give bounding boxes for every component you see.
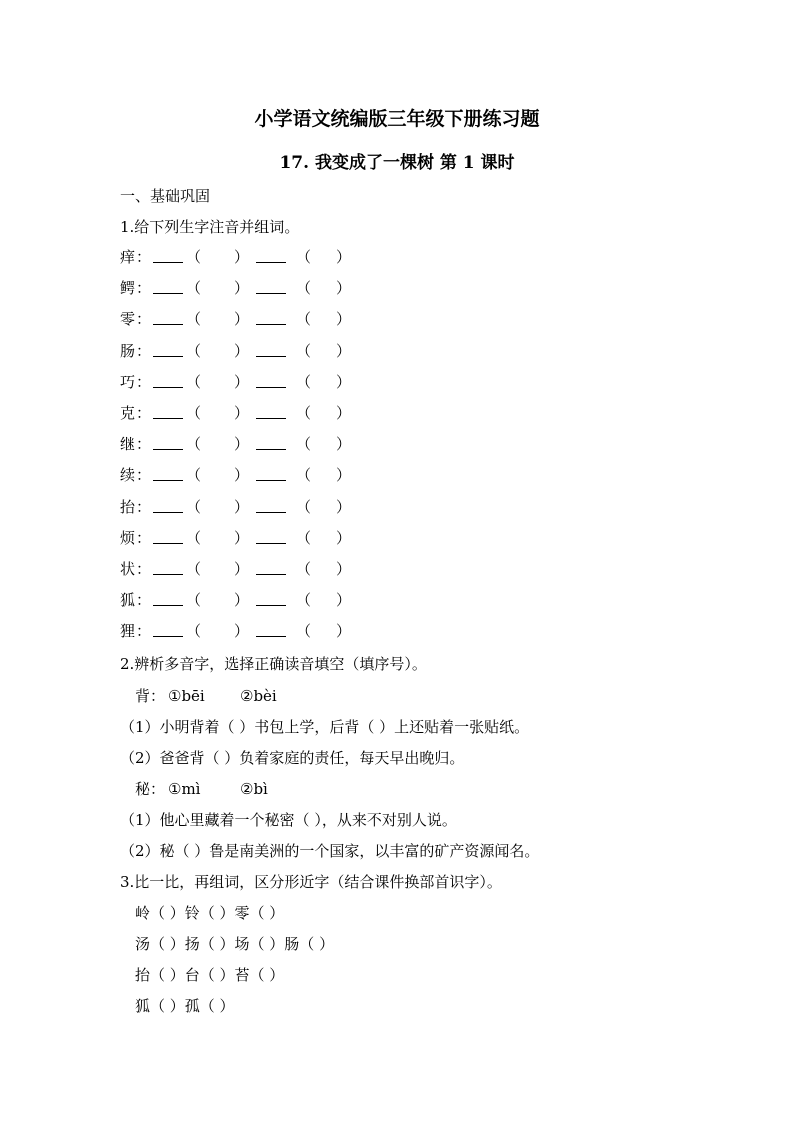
pinyin-blank[interactable]	[153, 574, 183, 575]
char-row	[120, 620, 360, 642]
question-1-prompt: 1.给下列生字注音并组词。	[120, 218, 300, 236]
open-paren: （	[186, 529, 202, 547]
char-row	[120, 589, 360, 611]
pinyin-blank[interactable]	[256, 636, 286, 637]
target-character: 烦	[120, 529, 136, 547]
target-character: 鳄	[120, 279, 136, 297]
open-paren: （	[186, 435, 202, 453]
close-paren: ）	[336, 591, 352, 609]
target-character: 痒	[120, 248, 136, 266]
close-paren: ）	[234, 310, 250, 328]
open-paren: （	[186, 498, 202, 516]
open-paren: （	[186, 466, 202, 484]
pinyin-blank[interactable]	[153, 449, 183, 450]
colon: ：	[136, 310, 152, 328]
target-character: 零	[120, 310, 136, 328]
pinyin-blank[interactable]	[256, 418, 286, 419]
target-character: 抬	[120, 498, 136, 516]
char-row	[120, 496, 360, 518]
open-paren: （	[296, 404, 312, 422]
open-paren: （	[296, 310, 312, 328]
open-paren: （	[296, 498, 312, 516]
sentence-item: （2）秘（ ）鲁是南美洲的一个国家，以丰富的矿产资源闻名。	[120, 842, 540, 860]
open-paren: （	[296, 560, 312, 578]
close-paren: ）	[234, 591, 250, 609]
colon: ：	[136, 591, 152, 609]
close-paren: ）	[234, 435, 250, 453]
open-paren: （	[296, 279, 312, 297]
char-row	[120, 402, 360, 424]
pinyin-blank[interactable]	[153, 356, 183, 357]
close-paren: ）	[336, 279, 352, 297]
colon: ：	[136, 560, 152, 578]
target-character: 状	[120, 560, 136, 578]
reading-option-1: ①bēi	[168, 687, 205, 705]
pinyin-blank[interactable]	[256, 512, 286, 513]
close-paren: ）	[336, 248, 352, 266]
pinyin-blank[interactable]	[153, 293, 183, 294]
char-row	[120, 277, 360, 299]
close-paren: ）	[234, 560, 250, 578]
close-paren: ）	[336, 466, 352, 484]
question-3-prompt: 3.比一比，再组词，区分形近字（结合课件换部首识字）。	[120, 873, 502, 891]
polyphone-char-mi: 秘：	[135, 780, 166, 798]
page-title: 小学语文统编版三年级下册练习题	[254, 108, 540, 130]
open-paren: （	[186, 591, 202, 609]
open-paren: （	[296, 529, 312, 547]
pinyin-blank[interactable]	[256, 543, 286, 544]
colon: ：	[136, 373, 152, 391]
close-paren: ）	[336, 560, 352, 578]
pinyin-blank[interactable]	[256, 449, 286, 450]
sentence-item: （1）小明背着（ ）书包上学，后背（ ）上还贴着一张贴纸。	[120, 718, 530, 736]
close-paren: ）	[234, 498, 250, 516]
pinyin-blank[interactable]	[153, 605, 183, 606]
close-paren: ）	[234, 466, 250, 484]
pinyin-blank[interactable]	[153, 480, 183, 481]
target-character: 巧	[120, 373, 136, 391]
polyphone-char-bei: 背：	[135, 687, 166, 705]
close-paren: ）	[336, 404, 352, 422]
pinyin-blank[interactable]	[153, 262, 183, 263]
close-paren: ）	[234, 622, 250, 640]
close-paren: ）	[234, 248, 250, 266]
close-paren: ）	[336, 529, 352, 547]
open-paren: （	[186, 342, 202, 360]
char-row	[120, 527, 360, 549]
reading-option-1: ①mì	[168, 780, 201, 798]
pinyin-blank[interactable]	[256, 574, 286, 575]
target-character: 继	[120, 435, 136, 453]
open-paren: （	[296, 435, 312, 453]
pinyin-blank[interactable]	[153, 324, 183, 325]
pinyin-blank[interactable]	[153, 387, 183, 388]
section-heading: 一、基础巩固	[120, 187, 211, 205]
char-row	[120, 371, 360, 393]
pinyin-blank[interactable]	[256, 480, 286, 481]
close-paren: ）	[336, 373, 352, 391]
target-character: 续	[120, 466, 136, 484]
char-row	[120, 308, 360, 330]
open-paren: （	[186, 373, 202, 391]
close-paren: ）	[336, 435, 352, 453]
colon: ：	[136, 279, 152, 297]
pinyin-blank[interactable]	[256, 262, 286, 263]
open-paren: （	[296, 591, 312, 609]
lesson-subtitle: 17. 我变成了一棵树 第 1 课时	[279, 153, 515, 173]
open-paren: （	[296, 622, 312, 640]
open-paren: （	[186, 404, 202, 422]
colon: ：	[136, 466, 152, 484]
compare-line: 狐（ ）孤（ ）	[135, 997, 235, 1015]
pinyin-blank[interactable]	[153, 512, 183, 513]
target-character: 肠	[120, 342, 136, 360]
pinyin-blank[interactable]	[256, 387, 286, 388]
open-paren: （	[296, 248, 312, 266]
open-paren: （	[296, 466, 312, 484]
char-row	[120, 246, 360, 268]
target-character: 狸	[120, 622, 136, 640]
open-paren: （	[296, 342, 312, 360]
reading-option-2: ②bèi	[240, 687, 277, 705]
close-paren: ）	[234, 373, 250, 391]
close-paren: ）	[336, 342, 352, 360]
open-paren: （	[186, 622, 202, 640]
colon: ：	[136, 622, 152, 640]
question-2-prompt: 2.辨析多音字，选择正确读音填空（填序号）。	[120, 655, 427, 673]
close-paren: ）	[336, 622, 352, 640]
pinyin-blank[interactable]	[153, 418, 183, 419]
pinyin-blank[interactable]	[153, 543, 183, 544]
compare-line: 抬（ ）台（ ）苔（ ）	[135, 966, 285, 984]
reading-option-2: ②bì	[240, 780, 268, 798]
compare-line: 岭（ ）铃（ ）零（ ）	[135, 904, 285, 922]
open-paren: （	[186, 279, 202, 297]
close-paren: ）	[234, 404, 250, 422]
close-paren: ）	[234, 529, 250, 547]
pinyin-blank[interactable]	[256, 324, 286, 325]
open-paren: （	[186, 248, 202, 266]
open-paren: （	[186, 310, 202, 328]
close-paren: ）	[234, 342, 250, 360]
sentence-item: （1）他心里藏着一个秘密（ ），从来不对别人说。	[120, 811, 457, 829]
close-paren: ）	[336, 310, 352, 328]
pinyin-blank[interactable]	[256, 293, 286, 294]
char-row	[120, 464, 360, 486]
sentence-item: （2）爸爸背（ ）负着家庭的责任，每天早出晚归。	[120, 749, 465, 767]
open-paren: （	[186, 560, 202, 578]
colon: ：	[136, 435, 152, 453]
pinyin-blank[interactable]	[153, 636, 183, 637]
close-paren: ）	[234, 279, 250, 297]
pinyin-blank[interactable]	[256, 605, 286, 606]
target-character: 狐	[120, 591, 136, 609]
char-row	[120, 433, 360, 455]
char-row	[120, 558, 360, 580]
colon: ：	[136, 404, 152, 422]
colon: ：	[136, 342, 152, 360]
colon: ：	[136, 498, 152, 516]
compare-line: 汤（ ）扬（ ）场（ ）肠（ ）	[135, 935, 335, 953]
pinyin-blank[interactable]	[256, 356, 286, 357]
colon: ：	[136, 529, 152, 547]
char-row	[120, 340, 360, 362]
colon: ：	[136, 248, 152, 266]
close-paren: ）	[336, 498, 352, 516]
open-paren: （	[296, 373, 312, 391]
target-character: 克	[120, 404, 136, 422]
